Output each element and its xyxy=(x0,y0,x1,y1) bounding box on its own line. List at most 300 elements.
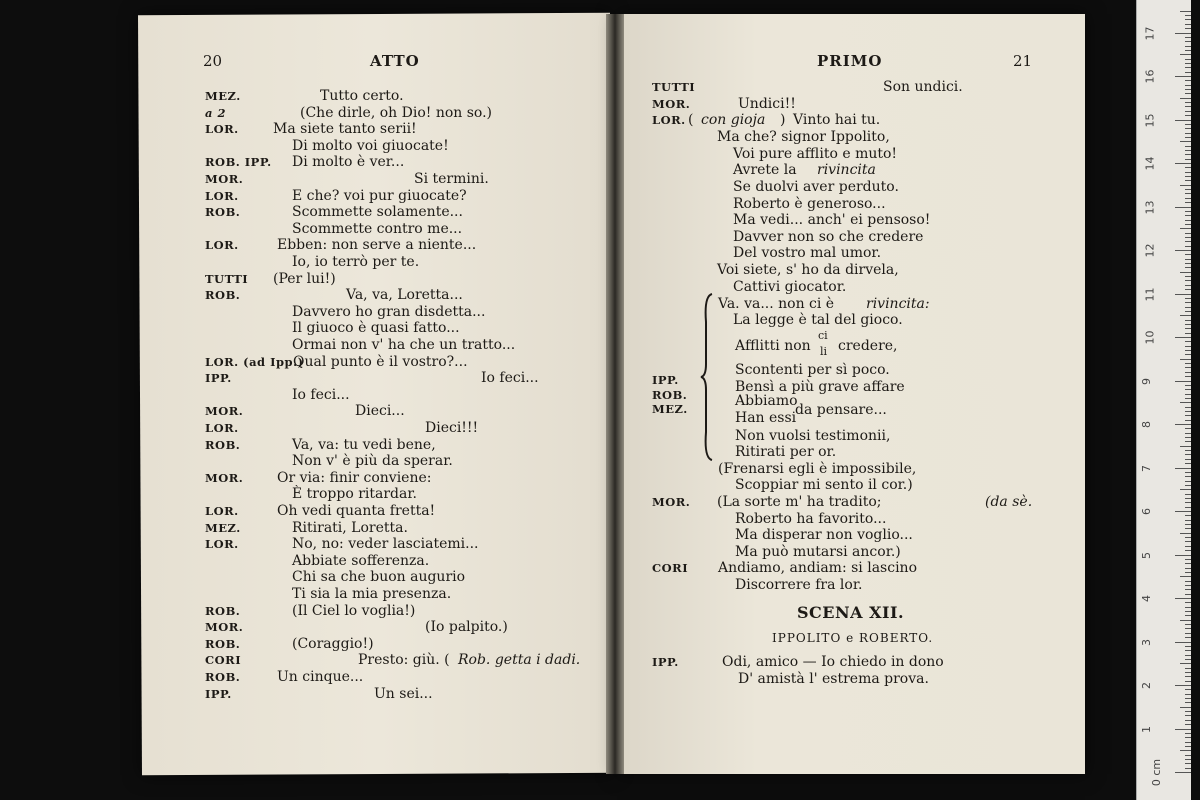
verse-line: da pensare... xyxy=(795,402,887,418)
stacked-word: ci xyxy=(818,329,828,342)
speaker-label: ROB. xyxy=(652,387,688,402)
ruler-tick xyxy=(1185,550,1191,551)
ruler-tick xyxy=(1185,437,1191,438)
speaker-label: MOR. xyxy=(205,620,244,635)
verse-line: Scontenti per sì poco. xyxy=(735,362,890,378)
ruler-tick xyxy=(1180,98,1191,99)
verse-line: Di molto voi giuocate! xyxy=(292,137,449,154)
ruler-number: 13 xyxy=(1143,200,1157,214)
verse-line: Vinto hai tu. xyxy=(793,112,881,128)
ruler-tick xyxy=(1185,563,1191,564)
verse-line: Il giuoco è quasi fatto... xyxy=(292,320,460,337)
ruler-tick xyxy=(1185,624,1191,625)
ruler-tick xyxy=(1185,233,1191,234)
ruler-tick xyxy=(1185,615,1191,616)
verse-line: Si termini. xyxy=(414,171,489,187)
verse-line: Dieci... xyxy=(355,403,405,420)
verse-line: Ritirati per or. xyxy=(735,444,837,460)
ruler-tick xyxy=(1185,711,1191,712)
ruler-tick xyxy=(1180,663,1191,664)
ruler-tick xyxy=(1185,681,1191,682)
ruler-tick xyxy=(1185,481,1191,482)
verse-line: Va, va, Loretta... xyxy=(346,287,463,304)
ruler-tick xyxy=(1185,655,1191,656)
ruler-tick xyxy=(1185,124,1191,125)
verse-line: E che? voi pur giuocate? xyxy=(292,187,467,204)
ruler-number: 15 xyxy=(1143,113,1157,127)
verse-line: Oh vedi quanta fretta! xyxy=(277,503,436,519)
ruler-number: 0 cm xyxy=(1150,758,1164,787)
ruler-tick xyxy=(1185,102,1191,103)
ruler-tick xyxy=(1185,341,1191,342)
ruler-tick xyxy=(1185,280,1191,281)
ruler-tick xyxy=(1185,715,1191,716)
verse-line: Abbiamo xyxy=(735,393,798,409)
speaker-label: IPP. xyxy=(205,686,232,701)
paren: ( xyxy=(688,112,694,128)
ruler-tick xyxy=(1185,415,1191,416)
ruler-tick xyxy=(1185,485,1191,486)
verse-line: Ma può mutarsi ancor.) xyxy=(735,544,901,560)
ruler-tick xyxy=(1185,428,1191,429)
ruler-tick xyxy=(1185,520,1191,521)
verse-line: Davvero ho gran disdetta... xyxy=(292,303,486,320)
ruler-tick xyxy=(1185,528,1191,529)
verse-line: Io, io terrò per te. xyxy=(292,254,420,270)
ruler-tick xyxy=(1180,141,1191,142)
verse-line: No, no: veder lasciatemi... xyxy=(292,536,479,553)
verse-line: Or via: finir conviene: xyxy=(277,469,432,486)
ruler-tick xyxy=(1185,93,1191,94)
ruler-number: 9 xyxy=(1140,377,1153,385)
ruler-tick xyxy=(1185,298,1191,299)
speaker-label: ROB. xyxy=(205,205,241,220)
ruler-tick xyxy=(1175,511,1191,512)
ruler-tick xyxy=(1180,54,1191,55)
ruler-number: 2 xyxy=(1140,682,1153,689)
ruler-tick xyxy=(1185,650,1191,651)
ruler-tick xyxy=(1185,746,1191,747)
verse-line: Voi pure afflito e muto! xyxy=(733,146,898,162)
ruler-tick xyxy=(1185,159,1191,160)
ruler-tick xyxy=(1185,211,1191,212)
verse-line: credere, xyxy=(838,338,898,354)
verse-line: Davver non so che credere xyxy=(733,229,924,245)
ruler-tick xyxy=(1185,307,1191,308)
ruler-tick xyxy=(1175,424,1191,425)
ruler-tick xyxy=(1185,376,1191,377)
verse-line: Va, va: tu vedi bene, xyxy=(292,436,436,453)
ruler-tick xyxy=(1185,541,1191,542)
ruler-number: 14 xyxy=(1143,156,1157,171)
ruler-tick xyxy=(1185,267,1191,268)
ruler-tick xyxy=(1185,581,1191,582)
ruler-tick xyxy=(1185,433,1191,434)
verse-line: (La sorte m' ha tradito; xyxy=(717,494,882,510)
ruler-tick xyxy=(1185,350,1191,351)
verse-line: Undici!! xyxy=(738,96,796,112)
ruler-number: 16 xyxy=(1143,69,1157,84)
ruler-tick xyxy=(1185,246,1191,247)
ruler-tick xyxy=(1185,167,1191,168)
ruler-tick xyxy=(1180,489,1191,490)
verse-line: Bensì a più grave affare xyxy=(735,379,905,395)
ruler-tick xyxy=(1185,354,1191,355)
ruler-tick xyxy=(1185,189,1191,190)
ruler-tick xyxy=(1185,537,1191,538)
ruler-tick xyxy=(1185,698,1191,699)
verse-line: Io feci... xyxy=(481,370,539,387)
verse-line: Del vostro mal umor. xyxy=(733,245,882,261)
speaker-label: ROB. xyxy=(205,288,241,303)
verse-line: È troppo ritardar. xyxy=(292,486,417,503)
speaker-label: MOR. xyxy=(652,97,691,111)
ruler-number: 12 xyxy=(1143,243,1157,258)
ruler-tick xyxy=(1185,689,1191,690)
ruler-tick xyxy=(1185,106,1191,107)
ruler-tick xyxy=(1185,346,1191,347)
speaker-label: IPP. xyxy=(652,373,679,387)
ruler-tick xyxy=(1185,80,1191,81)
ruler-tick xyxy=(1185,367,1191,368)
ruler-tick xyxy=(1185,59,1191,60)
verse-line: Ma vedi... anch' ei pensoso! xyxy=(733,212,931,228)
speaker-label: LOR. xyxy=(205,504,239,518)
ruler-tick xyxy=(1185,407,1191,408)
verse-line: Qual punto è il vostro?... xyxy=(293,353,468,370)
ruler-tick xyxy=(1185,524,1191,525)
speaker-label: LOR. (ad Ipp.) xyxy=(205,354,304,369)
right-page-header: PRIMO xyxy=(817,52,883,70)
ruler-number: 7 xyxy=(1140,464,1153,472)
speaker-label: MOR. xyxy=(205,172,244,186)
ruler-tick xyxy=(1185,241,1191,242)
italic-word: rivincita xyxy=(817,162,876,178)
speaker-label: MEZ. xyxy=(652,402,688,416)
ruler-tick xyxy=(1185,724,1191,725)
verse-line: Scommette solamente... xyxy=(292,204,463,221)
ruler-tick xyxy=(1185,589,1191,590)
ruler-tick xyxy=(1185,507,1191,508)
verse-line: (Il Ciel lo voglia!) xyxy=(292,602,416,619)
verse-line: (Che dirle, oh Dio! non so.) xyxy=(300,104,493,121)
ruler-tick xyxy=(1185,328,1191,329)
ruler-number: 3 xyxy=(1140,638,1153,646)
speaker-label: a 2 xyxy=(205,105,226,120)
ruler-tick xyxy=(1180,359,1191,360)
ruler-tick xyxy=(1180,620,1191,621)
verse-line: Io feci... xyxy=(292,386,350,403)
stage-direction: (da sè. xyxy=(985,494,1033,510)
verse-line: Ma che? signor Ippolito, xyxy=(717,129,890,145)
ruler-tick xyxy=(1175,294,1191,295)
ruler-tick xyxy=(1175,120,1191,121)
speaker-label: IPP. xyxy=(205,371,232,386)
ruler-tick xyxy=(1185,502,1191,503)
ruler-tick xyxy=(1185,459,1191,460)
speaker-label: LOR. xyxy=(205,421,239,435)
ruler-tick xyxy=(1175,337,1191,338)
ruler-tick xyxy=(1185,498,1191,499)
ruler-tick xyxy=(1185,694,1191,695)
ruler-tick xyxy=(1185,463,1191,464)
ruler-tick xyxy=(1185,41,1191,42)
ruler-tick xyxy=(1185,28,1191,29)
ruler-tick xyxy=(1175,729,1191,730)
speaker-label: LOR. xyxy=(205,122,239,137)
ruler-tick xyxy=(1185,515,1191,516)
verse-line: Presto: giù. ( xyxy=(358,652,450,669)
speaker-label: MOR. xyxy=(652,495,691,509)
ruler-tick xyxy=(1185,594,1191,595)
ruler-tick xyxy=(1185,759,1191,760)
verse-line: (Coraggio!) xyxy=(292,635,374,652)
ruler-tick xyxy=(1175,250,1191,251)
speaker-label: LOR. xyxy=(205,188,239,203)
ruler-number: 17 xyxy=(1143,26,1157,40)
ruler-tick xyxy=(1185,172,1191,173)
verse-line: Ma siete tanto serii! xyxy=(273,121,417,138)
ruler-tick xyxy=(1175,598,1191,599)
ruler-tick xyxy=(1185,611,1191,612)
ruler-tick xyxy=(1185,133,1191,134)
ruler-tick xyxy=(1175,33,1191,34)
ruler-tick xyxy=(1185,454,1191,455)
speaker-label: ROB. xyxy=(205,636,241,651)
ruler-tick xyxy=(1180,750,1191,751)
ruler-tick xyxy=(1180,315,1191,316)
ruler-tick xyxy=(1185,737,1191,738)
ruler-tick xyxy=(1175,642,1191,643)
verse-line: Andiamo, andiam: si lascino xyxy=(718,560,917,576)
ruler-tick xyxy=(1185,568,1191,569)
ruler-tick xyxy=(1185,137,1191,138)
verse-line: Cattivi giocator. xyxy=(733,279,847,295)
speaker-label: MOR. xyxy=(205,404,244,419)
ruler-tick xyxy=(1185,559,1191,560)
speaker-label: MEZ. xyxy=(205,520,241,535)
book-gutter xyxy=(606,14,624,774)
verse-line: Non vuolsi testimonii, xyxy=(735,428,891,444)
ruler-tick xyxy=(1185,111,1191,112)
ruler-tick xyxy=(1180,185,1191,186)
ruler-tick xyxy=(1185,324,1191,325)
ruler-tick xyxy=(1185,720,1191,721)
ruler-tick xyxy=(1185,276,1191,277)
ruler-number: 6 xyxy=(1140,508,1153,515)
ruler-tick xyxy=(1185,742,1191,743)
ruler-tick xyxy=(1185,224,1191,225)
ruler-tick xyxy=(1185,46,1191,47)
ruler-tick xyxy=(1175,163,1191,164)
ruler-tick xyxy=(1175,468,1191,469)
speaker-label: TUTTI xyxy=(652,80,696,94)
ruler-tick xyxy=(1175,381,1191,382)
left-page-header: ATTO xyxy=(370,52,420,70)
ruler-tick xyxy=(1185,215,1191,216)
ruler-tick xyxy=(1185,585,1191,586)
ruler-tick xyxy=(1180,11,1191,12)
ruler-tick xyxy=(1180,707,1191,708)
verse-line: Abbiate sofferenza. xyxy=(292,552,430,569)
ruler-tick xyxy=(1185,220,1191,221)
verse-line: Chi sa che buon augurio xyxy=(292,569,466,586)
ruler-tick xyxy=(1185,637,1191,638)
speaker-label: CORI xyxy=(652,561,689,575)
speaker-label: CORI xyxy=(205,653,242,668)
ruler-tick xyxy=(1185,320,1191,321)
speaker-label: TUTTI xyxy=(205,271,249,286)
ruler-tick xyxy=(1185,37,1191,38)
ruler-number: 11 xyxy=(1143,287,1157,301)
ruler-tick xyxy=(1185,198,1191,199)
ruler-tick xyxy=(1185,602,1191,603)
ruler-tick xyxy=(1185,202,1191,203)
ruler-tick xyxy=(1185,285,1191,286)
verse-line: Di molto è ver... xyxy=(292,154,405,171)
ruler-tick xyxy=(1185,63,1191,64)
verse-line: Ti sia la mia presenza. xyxy=(292,586,452,602)
verse-line: Roberto ha favorito... xyxy=(735,511,887,527)
ruler-tick xyxy=(1185,180,1191,181)
verse-line: Ormai non v' ha che un tratto... xyxy=(292,337,516,353)
verse-line: Scommette contro me... xyxy=(292,220,463,237)
paren: ) xyxy=(780,112,786,128)
stacked-word: li xyxy=(820,345,828,358)
ruler-tick xyxy=(1185,311,1191,312)
ruler-tick xyxy=(1180,272,1191,273)
measurement-ruler xyxy=(1136,0,1191,800)
ruler-tick xyxy=(1185,546,1191,547)
ruler-tick xyxy=(1185,607,1191,608)
speaker-label: MEZ. xyxy=(205,89,241,103)
verse-line: Un sei... xyxy=(374,685,433,702)
verse-line: (Io palpito.) xyxy=(425,619,508,636)
ruler-tick xyxy=(1185,372,1191,373)
ruler-tick xyxy=(1185,659,1191,660)
ruler-tick xyxy=(1185,67,1191,68)
ruler-tick xyxy=(1185,768,1191,769)
ruler-tick xyxy=(1185,398,1191,399)
speaker-label: LOR. xyxy=(652,113,686,127)
ruler-tick xyxy=(1185,633,1191,634)
stage-direction: Rob. getta i dadi. xyxy=(458,652,581,669)
verse-line: Tutto certo. xyxy=(320,88,404,104)
ruler-tick xyxy=(1185,89,1191,90)
ruler-tick xyxy=(1185,237,1191,238)
ruler-tick xyxy=(1185,733,1191,734)
verse-line: (Per lui!) xyxy=(273,270,336,287)
ruler-number: 4 xyxy=(1140,595,1153,602)
speaker-label: LOR. xyxy=(205,238,239,253)
ruler-tick xyxy=(1175,76,1191,77)
ruler-tick xyxy=(1185,333,1191,334)
speaker-label: LOR. xyxy=(205,537,239,552)
verse-line: Han essi xyxy=(735,410,797,426)
verse-line: Odi, amico — Io chiedo in dono xyxy=(722,654,944,670)
ruler-tick xyxy=(1185,628,1191,629)
speaker-label: IPP. xyxy=(652,655,679,669)
scene-characters: IPPOLITO e ROBERTO. xyxy=(772,631,934,645)
verse-line: Afflitti non xyxy=(735,338,811,354)
ruler-tick xyxy=(1185,154,1191,155)
ruler-tick xyxy=(1185,494,1191,495)
ruler-tick xyxy=(1175,207,1191,208)
ruler-tick xyxy=(1175,685,1191,686)
speaker-label: MOR. xyxy=(205,470,244,485)
verse-line: Non v' è più da sperar. xyxy=(292,453,453,470)
ruler-tick xyxy=(1185,115,1191,116)
verse-line: Voi siete, s' ho da dirvela, xyxy=(717,262,899,278)
curly-brace-icon xyxy=(700,292,714,462)
ruler-tick xyxy=(1185,676,1191,677)
ruler-tick xyxy=(1185,15,1191,16)
verse-line: La legge è tal del gioco. xyxy=(733,312,903,328)
ruler-tick xyxy=(1185,411,1191,412)
italic-word: rivincita: xyxy=(866,296,930,312)
speaker-label: ROB. IPP. xyxy=(205,155,272,170)
ruler-tick xyxy=(1185,259,1191,260)
ruler-tick xyxy=(1180,402,1191,403)
verse-line: Roberto è generoso... xyxy=(733,196,886,212)
ruler-tick xyxy=(1185,363,1191,364)
ruler-tick xyxy=(1185,146,1191,147)
verse-line: Discorrere fra lor. xyxy=(735,577,863,593)
ruler-tick xyxy=(1185,19,1191,20)
ruler-tick xyxy=(1185,302,1191,303)
verse-line: Se duolvi aver perduto. xyxy=(733,179,899,195)
verse-line: Va. va... non ci è xyxy=(718,296,835,312)
ruler-tick xyxy=(1185,85,1191,86)
ruler-tick xyxy=(1185,763,1191,764)
verse-line: (Frenarsi egli è impossibile, xyxy=(718,461,917,477)
ruler-tick xyxy=(1180,533,1191,534)
speaker-label: ROB. xyxy=(205,603,241,618)
ruler-tick xyxy=(1185,572,1191,573)
ruler-tick xyxy=(1185,389,1191,390)
ruler-number: 10 xyxy=(1143,330,1157,345)
ruler-tick xyxy=(1185,420,1191,421)
ruler-tick xyxy=(1185,50,1191,51)
verse-line: Son undici. xyxy=(883,79,963,95)
ruler-tick xyxy=(1175,772,1191,773)
ruler-number: 1 xyxy=(1140,725,1153,733)
ruler-tick xyxy=(1185,72,1191,73)
speaker-label: ROB. xyxy=(205,437,241,452)
speaker-label: ROB. xyxy=(205,670,241,684)
verse-line: Ma disperar non voglio... xyxy=(735,527,913,543)
ruler-tick xyxy=(1180,446,1191,447)
verse-line: Un cinque... xyxy=(277,669,364,685)
verse-line: Avrete la xyxy=(733,162,797,178)
ruler-tick xyxy=(1185,193,1191,194)
ruler-tick xyxy=(1185,646,1191,647)
ruler-tick xyxy=(1185,755,1191,756)
ruler-tick xyxy=(1185,385,1191,386)
right-page-number: 21 xyxy=(1013,52,1033,70)
ruler-tick xyxy=(1185,128,1191,129)
scene-title: SCENA XII. xyxy=(797,603,905,622)
ruler-number: 5 xyxy=(1140,551,1153,559)
verse-line: Scoppiar mi sento il cor.) xyxy=(735,477,913,493)
verse-line: Ebben: non serve a niente... xyxy=(277,237,477,254)
ruler-tick xyxy=(1185,441,1191,442)
ruler-tick xyxy=(1185,472,1191,473)
verse-line: D' amistà l' estrema prova. xyxy=(738,671,929,687)
ruler-tick xyxy=(1185,672,1191,673)
ruler-tick xyxy=(1185,702,1191,703)
ruler-tick xyxy=(1180,228,1191,229)
